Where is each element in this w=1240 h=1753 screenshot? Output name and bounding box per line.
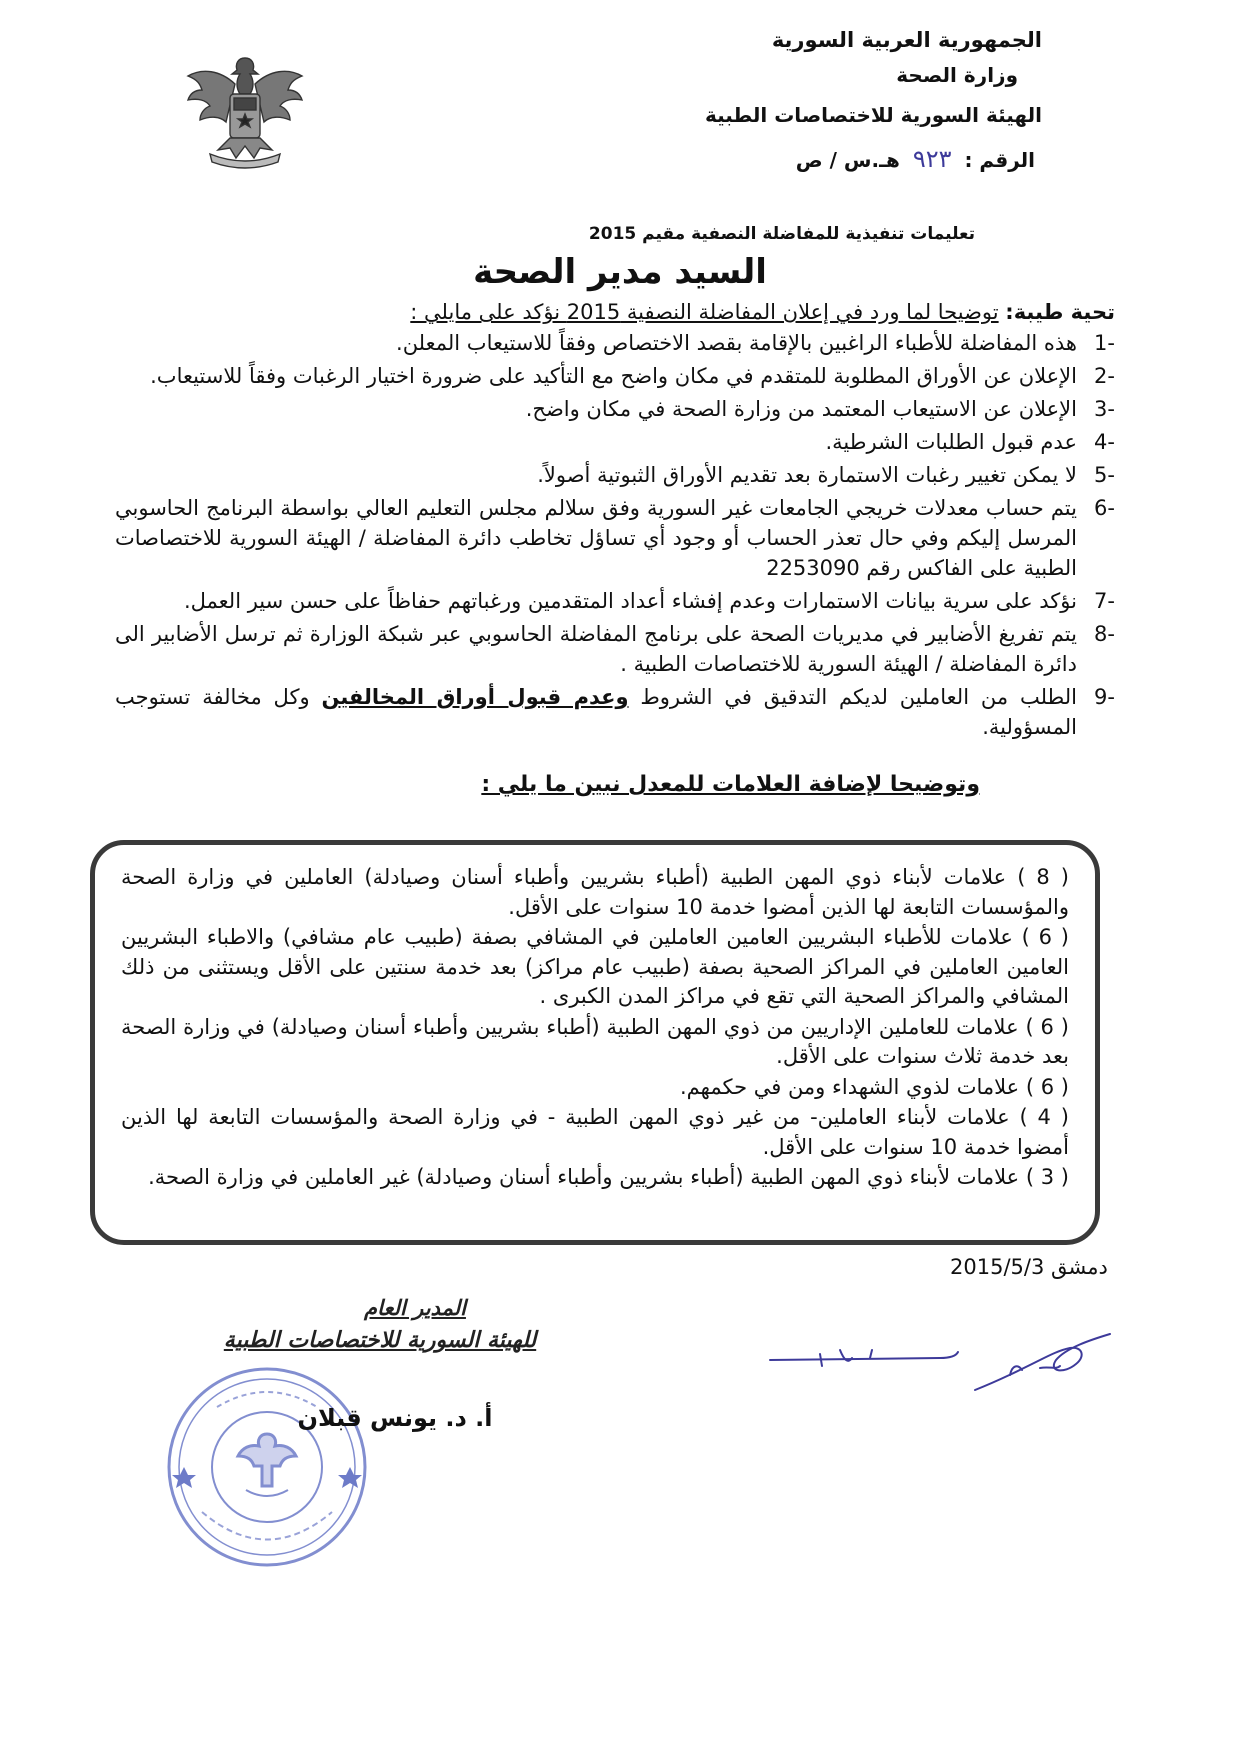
- marks-entry: ( 6 ) علامات للأطباء البشريين العامين العاملين في المشافي بصفة (طبيب عام مشافي) والاطباء البشريين العامين العاملين في المراكز الصحية بصفة (طبيب عام مراكز) بعد خدمة سنتين على الأقل ويستثنى من ذلك المشافي والمراكز الصحية التي تقع في مراكز المدن الكبرى .: [121, 925, 1069, 1008]
- signatory-title: المدير العام: [364, 1296, 466, 1320]
- list-item: [115, 619, 1115, 679]
- list-item: [115, 427, 1115, 457]
- handwritten-signature-icon: [760, 1320, 1140, 1410]
- item-text: الإعلان عن الاستيعاب المعتمد من وزارة الصحة في مكان واضح.: [525, 397, 1077, 421]
- item-text: [115, 682, 1077, 742]
- syrian-eagle-emblem-icon: [180, 50, 310, 170]
- item-text: الإعلان عن الأوراق المطلوبة للمتقدم في مكان واضح مع التأكيد على ضرورة اختيار الرغبات وفقاً للاستيعاب.: [150, 364, 1077, 388]
- signatory-name: أ. د. يونس قبلان: [297, 1404, 493, 1432]
- marks-entry: ( 4 ) علامات لأبناء العاملين- من غير ذوي المهن الطبية - في وزارة الصحة والمؤسسات التابعة لها الذين أمضوا خدمة 10 سنوات على الأقل.: [121, 1105, 1069, 1159]
- item-number: -6: [1094, 496, 1115, 520]
- item9-emphasis: وعدم قبول أوراق المخالفين: [321, 685, 629, 709]
- item-number: -1: [1094, 331, 1115, 355]
- ministry-name: وزارة الصحة: [896, 63, 1018, 87]
- item-text: نؤكد على سرية بيانات الاستمارات وعدم إفشاء أعداد المتقدمين ورغباتهم حفاظاً على حسن سير العمل.: [183, 589, 1077, 613]
- item9-pre: الطلب من العاملين لديكم التدقيق في الشروط: [640, 685, 1077, 709]
- item-text: يتم حساب معدلات خريجي الجامعات غير السورية وفق سلالم مجلس التعليم العالي بواسطة البرنامج الحاسوبي المرسل إليكم وفي حال تعذر الحساب أو وجود أي تساؤل تخاطب دائرة المفاضلة / الهيئة السورية للاختصاصات الطبية على الفاكس رقم 2253090: [115, 496, 1077, 580]
- ref-number-handwritten: ٩٢٣: [912, 145, 952, 173]
- list-item: [115, 493, 1115, 583]
- reference-number: [796, 145, 1035, 173]
- list-item: [115, 361, 1115, 391]
- official-seal-stamp-icon: [162, 1362, 372, 1572]
- list-item: [115, 328, 1115, 358]
- board-name: الهيئة السورية للاختصاصات الطبية: [704, 103, 1042, 127]
- place-date: دمشق 2015/5/3: [950, 1255, 1108, 1279]
- ref-label: الرقم :: [964, 148, 1035, 172]
- list-item: [115, 682, 1115, 742]
- instruction-list: [115, 328, 1115, 745]
- item-number: -3: [1094, 397, 1115, 421]
- item9-post: وكل مخالفة تستوجب المسؤولية.: [115, 685, 1077, 739]
- marks-entry: ( 6 ) علامات للعاملين الإداريين من ذوي المهن الطبية (أطباء بشريين وأطباء أسنان وصيادلة) في وزارة الصحة بعد خدمة ثلاث سنوات على الأقل.: [121, 1014, 1069, 1068]
- item-number: -8: [1094, 622, 1115, 646]
- ref-suffix: هـ.س / ص: [795, 148, 900, 172]
- marks-box: [90, 840, 1100, 1245]
- item-number: -7: [1094, 589, 1115, 613]
- marks-entry: ( 8 ) علامات لأبناء ذوي المهن الطبية (أطباء بشريين وأطباء أسنان وصيادلة) العاملين في وزارة الصحة والمؤسسات التابعة لها الذين أمضوا خدمة 10 سنوات على الأقل.: [121, 865, 1069, 919]
- country-name: الجمهورية العربية السورية: [771, 28, 1042, 52]
- item-number: -5: [1094, 463, 1115, 487]
- intro-text: توضيحا لما ورد في إعلان المفاضلة النصفية 2015 نؤكد على مايلي :: [410, 300, 999, 324]
- item-number: -9: [1094, 685, 1115, 709]
- intro-line: [105, 300, 1115, 324]
- item-text: لا يمكن تغيير رغبات الاستمارة بعد تقديم الأوراق الثبوتية أصولاً.: [537, 463, 1077, 487]
- list-item: [115, 586, 1115, 616]
- addressee-heading: السيد مدير الصحة: [473, 252, 767, 292]
- item-text: عدم قبول الطلبات الشرطية.: [825, 430, 1077, 454]
- list-item: [115, 460, 1115, 490]
- list-item: [115, 394, 1115, 424]
- greeting: تحية طيبة:: [1005, 300, 1115, 324]
- marks-title: وتوضيحا لإضافة العلامات للمعدل نبين ما يلي :: [481, 772, 980, 797]
- marks-entry: ( 3 ) علامات لأبناء ذوي المهن الطبية (أطباء بشريين وأطباء أسنان وصيادلة) غير العاملين في وزارة الصحة.: [148, 1165, 1069, 1189]
- item-text: يتم تفريغ الأضابير في مديريات الصحة على برنامج المفاضلة الحاسوبي عبر شبكة الوزارة ثم ترسل الأضابير الى دائرة المفاضلة / الهيئة السورية للاختصاصات الطبية .: [115, 622, 1077, 676]
- item-number: -2: [1094, 364, 1115, 388]
- item-number: -4: [1094, 430, 1115, 454]
- signatory-organization: للهيئة السورية للاختصاصات الطبية: [223, 1328, 537, 1353]
- marks-entry: ( 6 ) علامات لذوي الشهداء ومن في حكمهم.: [680, 1074, 1069, 1099]
- item-text: هذه المفاضلة للأطباء الراغبين بالإقامة بقصد الاختصاص وفقاً للاستيعاب المعلن.: [396, 331, 1077, 355]
- instructions-title: تعليمات تنفيذية للمفاضلة النصفية مقيم 2015: [588, 224, 975, 244]
